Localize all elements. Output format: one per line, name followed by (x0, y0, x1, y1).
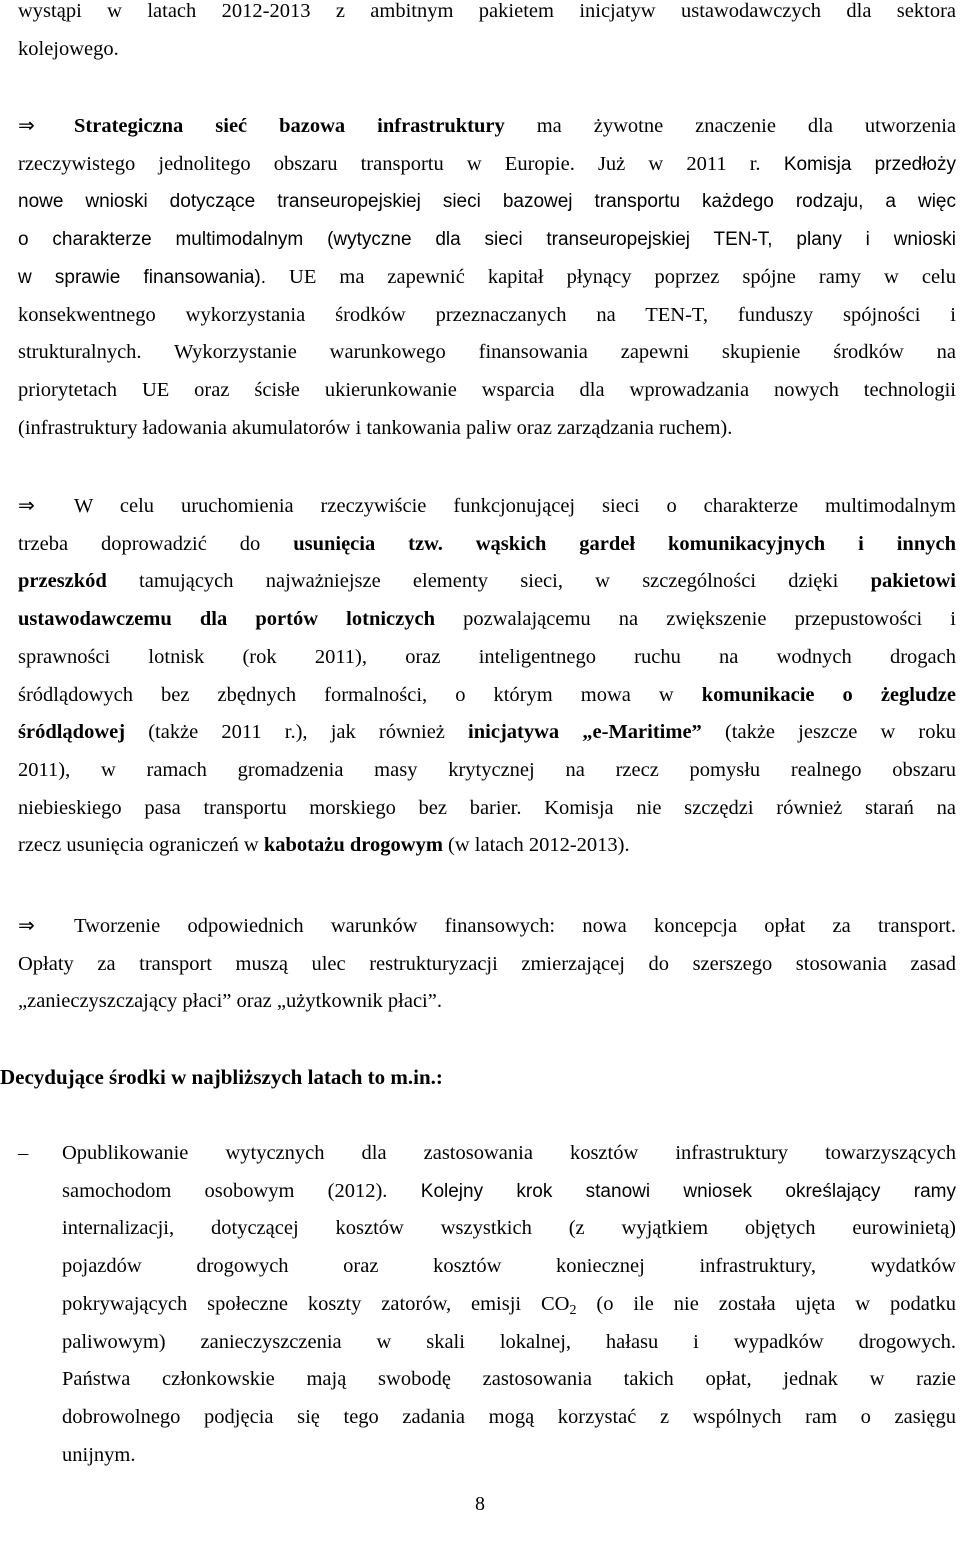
bold-phrase: kabotażu drogowym (263, 834, 443, 857)
paragraph-bottlenecks (18, 487, 956, 865)
paragraph-core-network (18, 107, 956, 447)
bold-phrase: przeszkód (18, 570, 107, 593)
measures-list (18, 1135, 956, 1475)
text-span: UE ma zapewnić kapitał płynący poprzez spójne ramy w celu (266, 265, 956, 288)
text-line (18, 907, 956, 946)
text-line (18, 526, 956, 564)
bold-phrase: śródlądowej (18, 721, 126, 744)
text-line (18, 563, 956, 601)
section-heading: Decydujące środki w najbliższych latach to m.in.: (0, 1065, 443, 1089)
text-line (18, 146, 956, 184)
text-line: 2011), w ramach gromadzenia masy krytycznej na rzecz pomysłu realnego obszaru (18, 758, 956, 781)
text-span: Tworzenie odpowiednich warunków finansowych: nowa koncepcja opłat za transport. (74, 915, 956, 937)
text-span: samochodom osobowym (2012). (62, 1179, 388, 1202)
text-line: dobrowolnego podjęcia się tego zadania mogą korzystać z wspólnych ram o zasięgu (62, 1405, 956, 1428)
text-line (18, 827, 956, 865)
text-line: wystąpi w latach 2012-2013 z ambitnym pakietem inicjatyw ustawodawczych dla sektora (18, 0, 956, 22)
page-number: 8 (475, 1493, 485, 1515)
subscript: 2 (569, 1302, 577, 1318)
text-line: paliwowym) zanieczyszczenia w skali lokalnej, hałasu i wypadków drogowych. (62, 1330, 956, 1353)
text-line: niebieskiego pasa transportu morskiego bez barier. Komisja nie szczędzi również starań na (18, 796, 956, 819)
bold-phrase: ustawodawczemu dla portów lotniczych (18, 608, 435, 631)
text-line: (infrastruktury ładowania akumulatorów i tankowania paliw oraz zarządzania ruchem). (18, 416, 733, 439)
text-line (18, 601, 956, 639)
text-line: sprawności lotnisk (rok 2011), oraz inteligentnego ruchu na wodnych drogach (18, 645, 956, 668)
arrow-bullet-icon: ⇒ (18, 113, 35, 137)
text-span: w sprawie finansowania). (18, 266, 267, 288)
bold-phrase: inicjatywa „e-Maritime” (468, 721, 702, 744)
text-span: trzeba doprowadzić do (18, 532, 294, 555)
text-span: rzeczywistego jednolitego obszaru transportu w Europie. Już w 2011 r. (18, 152, 761, 175)
text-line: unijnym. (62, 1443, 136, 1466)
text-line: nowe wnioski dotyczące transeuropejskiej sieci bazowej transportu każdego rodzaju, a więc (18, 191, 956, 213)
text-line: priorytetach UE oraz ścisłe ukierunkowanie wsparcia dla wprowadzania nowych technologii (18, 378, 956, 401)
dash-bullet-icon: – (18, 1142, 29, 1164)
text-line: konsekwentnego wykorzystania środków przeznaczanych na TEN-T, funduszy spójności i (18, 303, 956, 326)
text-line: Opublikowanie wytycznych dla zastosowania kosztów infrastruktury towarzyszących (62, 1142, 956, 1164)
text-span: (o ile nie została ujęta w podatku (576, 1292, 957, 1315)
bold-phrase: usunięcia tzw. wąskich gardeł komunikacyjnych i innych (293, 532, 956, 555)
arrow-bullet-icon: ⇒ (18, 913, 35, 937)
arrow-bullet-icon: ⇒ (18, 493, 35, 517)
list-item (18, 1135, 956, 1475)
text-span: W celu uruchomienia rzeczywiście funkcjonującej sieci o charakterze multimodalnym (74, 495, 956, 517)
text-line: Państwa członkowskie mają swobodę zastosowania takich opłat, jednak w razie (62, 1368, 956, 1391)
text-span: pozwalającemu na zwiększenie przepustowości i (435, 608, 956, 631)
text-line (62, 1173, 956, 1211)
text-span: (w latach 2012-2013). (442, 834, 630, 857)
text-line: Opłaty za transport muszą ulec restrukturyzacji zmierzającej do szerszego stosowania zasad (18, 952, 956, 975)
text-line (18, 677, 956, 715)
text-span: rzecz usunięcia ograniczeń w (18, 834, 264, 857)
paragraph-financing (18, 907, 956, 1021)
bold-phrase: Strategiczna sieć bazowa infrastruktury (74, 115, 505, 137)
text-line: „zanieczyszczający płaci” oraz „użytkownik płaci”. (18, 990, 442, 1013)
text-span: Kolejny krok stanowi wniosek określający ramy (387, 1180, 956, 1202)
text-span: tamujących najważniejsze elementy sieci, w szczególności dzięki (106, 570, 871, 593)
paragraph-intro (18, 0, 956, 68)
list-item-text (62, 1135, 956, 1474)
text-line: internalizacji, dotyczącej kosztów wszystkich (z wyjątkiem objętych eurowinietą) (62, 1217, 956, 1240)
text-line: strukturalnych. Wykorzystanie warunkowego finansowania zapewni skupienie środków na (18, 341, 956, 364)
text-span: pokrywających społeczne koszty zatorów, emisji CO (62, 1292, 570, 1315)
text-line: o charakterze multimodalnym (wytyczne dla sieci transeuropejskiej TEN-T, plany i wnioski (18, 229, 956, 251)
text-span: (także 2011 r.), jak również (125, 721, 469, 744)
text-span: (także jeszcze w roku (701, 721, 956, 744)
text-line (62, 1286, 956, 1324)
bold-phrase: komunikacie o żegludze (701, 683, 956, 706)
text-span: Komisja przedłoży (760, 153, 956, 175)
text-line: kolejowego. (18, 37, 119, 60)
text-line (18, 259, 956, 297)
text-line (18, 107, 956, 146)
text-line (18, 487, 956, 526)
text-span: śródlądowych bez zbędnych formalności, o którym mowa w (18, 683, 702, 706)
text-line: pojazdów drogowych oraz kosztów koniecznej infrastruktury, wydatków (62, 1255, 956, 1278)
text-line (18, 714, 956, 752)
bold-phrase: pakietowi (870, 570, 956, 593)
text-span: ma żywotne znaczenie dla utworzenia (504, 115, 956, 137)
